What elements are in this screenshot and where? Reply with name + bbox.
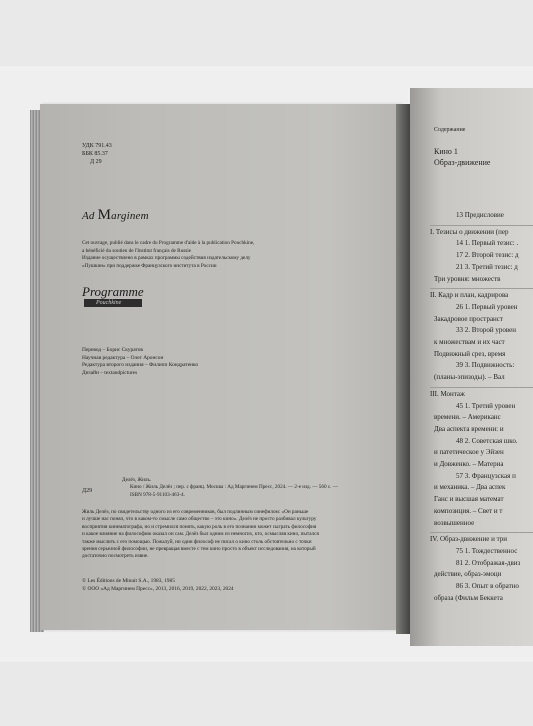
toc-chapter: III. Монтаж bbox=[430, 389, 465, 398]
toc-subline: Подвижный срез, время bbox=[434, 349, 506, 358]
toc-subline: и механика. – Два аспек bbox=[434, 483, 506, 492]
toc-entry: 81 2. Отображая-двиз bbox=[456, 558, 521, 567]
toc-chapter: IV. Образ-движение и три bbox=[430, 535, 508, 544]
toc-rule bbox=[430, 387, 533, 388]
udk-code: УДК 791.43 bbox=[82, 143, 112, 149]
toc-subline: к множествам и их част bbox=[434, 338, 505, 346]
toc-entry: 21 3. Третий тезис: д bbox=[456, 262, 518, 271]
programme-logo-bar bbox=[84, 299, 142, 307]
publisher-logo: Ad Marginem bbox=[82, 207, 149, 223]
toc-entry: 45 1. Третий уровен bbox=[456, 401, 516, 410]
programme-logo: Programme bbox=[82, 284, 144, 299]
toc-rule bbox=[430, 532, 533, 533]
library-codes bbox=[82, 142, 112, 166]
toc-entry: 39 3. Подвижность: bbox=[456, 361, 515, 370]
cip-record: Делёз, Жиль. Кино / Жиль Делёз ; пер. с франц. Москва : Ад Маргинем Пресс, 2024. — 2-е изд. — 560 с. — ISBN 978-5-91103-463-4. bbox=[122, 477, 338, 498]
toc-entry: 48 2. Советская шко. bbox=[456, 436, 518, 445]
toc-chapter: II. Кадр и план, кадрирова bbox=[430, 291, 509, 300]
toc-subline: Закадровое пространст bbox=[434, 314, 503, 323]
toc-entry: 33 2. Второй уровен bbox=[456, 326, 516, 335]
bbk-code: ББК 85.37 bbox=[82, 151, 108, 157]
toc-subline: возвышенное bbox=[434, 518, 475, 527]
toc-entry: 17 2. Второй тезис: д bbox=[456, 251, 519, 260]
toc-subline: композиция. – Свет и т bbox=[434, 506, 503, 515]
toc-subline: времени. – Американс bbox=[434, 413, 501, 422]
copyright: © Les Éditions de Minuit S.A., 1983, 1985 © ООО «Ад Маргинем Пресс», 2013, 2016, 2019, 2022, 2023, 2024 bbox=[82, 578, 234, 592]
toc-rule bbox=[430, 288, 533, 289]
toc-subline: Два аспекта времени: и bbox=[434, 424, 504, 433]
credits: Перевод – Борис Скуратов Научная редактура – Олег Аронсон Редактура второго издания – Филипп Кондратенко Дизайн – textandpictures bbox=[82, 347, 199, 376]
toc-subline: (планы-эпизоды). – Вал bbox=[434, 373, 505, 382]
toc-entry: 13 Предисловие bbox=[456, 211, 504, 219]
toc-subline: образа (Фильм Беккета bbox=[434, 593, 503, 602]
toc-subline: Ганс и высшая математ bbox=[434, 495, 504, 504]
toc-subline: и Довженко. – Материа bbox=[434, 460, 504, 468]
book-title: Кино 1 Образ-движение bbox=[434, 147, 491, 167]
toc-subline: действие, образ-эмоци bbox=[434, 570, 502, 579]
cip-id: Д29 bbox=[82, 488, 93, 494]
toc-subline: Три уровня: множеств bbox=[434, 274, 501, 283]
annotation: Жиль Делёз, по свидетельству одного из его современников, был подлинным синефилом: «Он раньше и лучше нас понял, что в каком-то смысле само общество – это кино». Делёз не просто разбивал культуру восприятия кинематографа, но и стремился понять, какую роль в его познании может сыграть философия и какое влияние на философию оказал он сам. Делёз был одним из немногих, кто, осмысляя кино, пытался также мыслить с его помощью. Пожалуй, ни один философ не писал о кино столь обстоятельно с точки зрения серьезной философии, не превращая вместе с тем кино просто в объект исследования, на который достаточно посмотреть извне. bbox=[82, 509, 319, 560]
toc-heading: Содержание bbox=[434, 127, 466, 133]
toc-subline: и патетическое у Эйзен bbox=[434, 448, 504, 457]
author-mark: Д 29 bbox=[90, 159, 102, 165]
toc-rule bbox=[430, 225, 533, 226]
toc-entry: 57 3. Французская п bbox=[456, 471, 516, 480]
toc-entry: 86 3. Опыт в обратно bbox=[456, 582, 519, 590]
toc-entry: 14 1. Первый тезис: . bbox=[456, 239, 519, 248]
programme-sub: Pouchkine bbox=[96, 300, 122, 306]
toc-entry: 26 1. Первый уровен bbox=[456, 302, 518, 311]
toc-chapter: I. Тезисы о движении (пер bbox=[430, 227, 509, 236]
publishing-note: Cet ouvrage, publié dans le cadre du Programme d'aide à la publication Pouchkine, a bénéficié du soutien de l'Institut français de Russie Издание осуществлено в рамках программы содействия издательскому делу «Пушкин» при поддержке Французского института в России bbox=[82, 240, 255, 269]
toc-entry: 75 1. Тождественнос bbox=[456, 546, 518, 555]
